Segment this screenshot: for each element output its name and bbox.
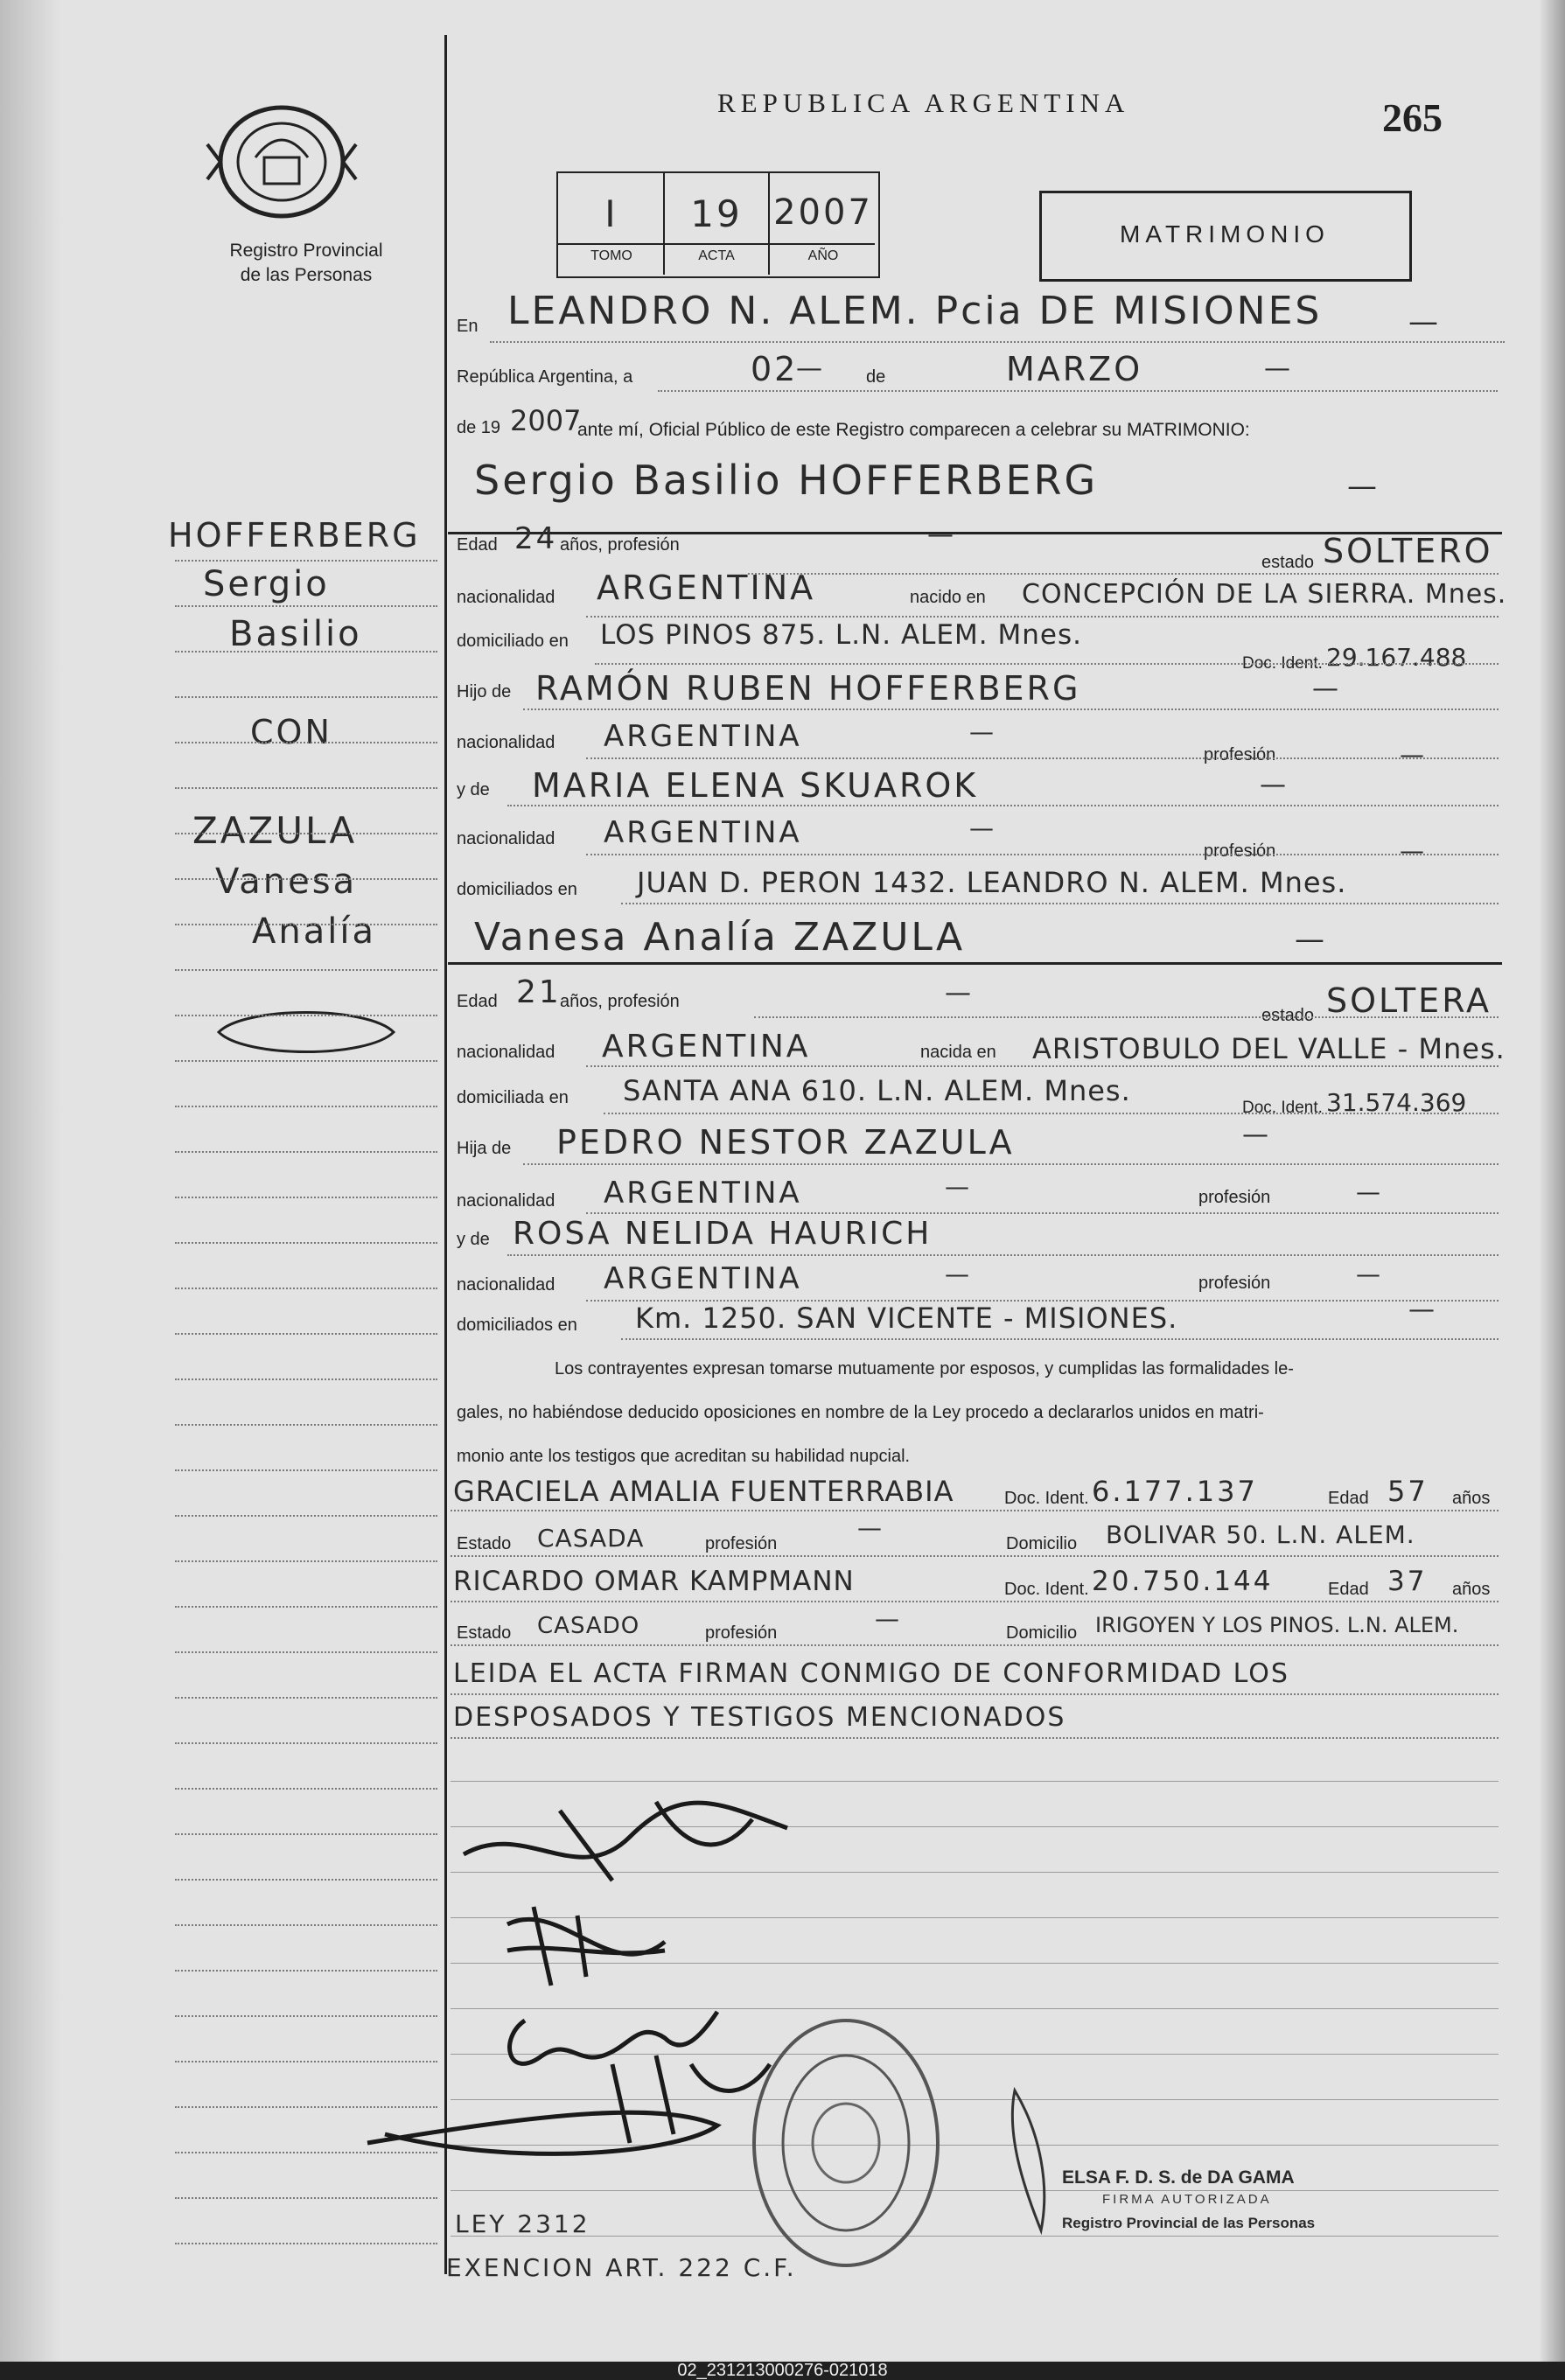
witness1-doc: 6.177.137 [1092, 1475, 1258, 1508]
groom-nationality: ARGENTINA [597, 569, 816, 607]
margin-rule [175, 1970, 437, 1972]
bride-mother-nationality: ARGENTINA [604, 1261, 802, 1296]
body-line2: gales, no habiéndose deducido oposiciones en nombre de la Ley procedo a declararlos unidos en matri- [457, 1403, 1264, 1422]
witness1-estado: CASADA [537, 1524, 645, 1553]
witness2-name: RICARDO OMAR KAMPMANN [453, 1566, 855, 1597]
intro-month-dash: — [1264, 353, 1293, 384]
stamp-role: FIRMA AUTORIZADA [1102, 2192, 1272, 2207]
groom-doc-label: Doc. Ident. [1242, 654, 1323, 673]
bride-doc-label: Doc. Ident. [1242, 1099, 1323, 1117]
stamp-name: ELSA F. D. S. de DA GAMA [1062, 2167, 1295, 2188]
groom-mother-dash: — [1260, 770, 1289, 800]
groom-mother-profesion-label: profesión [1204, 841, 1276, 861]
registry-name-line1: Registro Provincial [229, 241, 383, 261]
witness1-doc-label: Doc. Ident. [1004, 1489, 1089, 1508]
bride-estado-label: estado [1261, 1006, 1315, 1025]
witness2-profession: — [875, 1604, 902, 1633]
bride-hija-label: Hija de [457, 1139, 512, 1158]
intro-republica-label: República Argentina, a [457, 367, 633, 387]
margin-flourish [192, 1006, 420, 1058]
groom-mother-nat-dash: — [969, 813, 996, 842]
groom-address: LOS PINOS 875. L.N. ALEM. Mnes. [600, 619, 1082, 651]
groom-profession: — [927, 520, 956, 550]
bride-mother: ROSA NELIDA HAURICH [513, 1216, 933, 1252]
margin-rule [175, 1106, 437, 1107]
bride-nacionalidad-label: nacionalidad [457, 1043, 555, 1062]
witness2-edad-label: Edad [1328, 1580, 1369, 1599]
witness1-name: GRACIELA AMALIA FUENTERRABIA [453, 1475, 954, 1508]
groom-father-profesion-label: profesión [1204, 745, 1276, 764]
bride-parents-address: Km. 1250. SAN VICENTE - MISIONES. [635, 1302, 1178, 1335]
signature-rule [451, 2190, 1499, 2191]
bride-father-nat-dash: — [945, 1172, 972, 1201]
intro-place: LEANDRO N. ALEM. Pcia DE MISIONES [507, 289, 1323, 333]
margin-rule [175, 1333, 437, 1335]
margin-rule [175, 696, 437, 698]
margin-rule [175, 1697, 437, 1699]
witness2-doc-label: Doc. Ident. [1004, 1580, 1089, 1599]
intro-day: 02 [751, 350, 799, 388]
groom-doc: 29.167.488 [1326, 643, 1467, 672]
body-line1: Los contrayentes expresan tomarse mutuamente por esposos, y cumplidas las formalidades le- [555, 1359, 1294, 1378]
intro-day-dash: — [796, 353, 825, 384]
margin-rule [175, 560, 437, 562]
intro-year: 2007 [510, 404, 582, 437]
witness2-domicilio: IRIGOYEN Y LOS PINOS. L.N. ALEM. [1095, 1613, 1459, 1637]
closing-line1: LEIDA EL ACTA FIRMAN CONMIGO DE CONFORMIDAD LOS [453, 1658, 1289, 1689]
margin-rule [175, 1378, 437, 1380]
country-title: REPUBLICA ARGENTINA [717, 87, 1130, 118]
margin-rule [175, 1651, 437, 1653]
margin-rule [175, 2015, 437, 2017]
groom-father-profession: — [1400, 740, 1427, 769]
bride-father-profession: — [1356, 1177, 1383, 1206]
margin-rule [175, 969, 437, 971]
witness2-doc: 20.750.144 [1092, 1566, 1274, 1597]
intro-text: ante mí, Oficial Público de este Registro comparecen a celebrar su MATRIMONIO: [577, 420, 1250, 440]
bride-address: SANTA ANA 610. L.N. ALEM. Mnes. [623, 1074, 1131, 1107]
margin-connector: CON [250, 713, 332, 751]
bride-name-dash: — [1295, 922, 1327, 957]
bride-domiciliados-label: domiciliados en [457, 1316, 577, 1335]
margin-rule [175, 878, 437, 880]
margin-rule [175, 1015, 437, 1016]
bride-edad-label: Edad [457, 992, 498, 1011]
bride-father-dash: — [1242, 1120, 1271, 1150]
bride-profession: — [945, 978, 974, 1009]
stamp-office: Registro Provincial de las Personas [1062, 2215, 1316, 2231]
bride-father: PEDRO NESTOR ZAZULA [556, 1123, 1015, 1162]
witness2-estado: CASADO [537, 1613, 640, 1639]
groom-hijo-label: Hijo de [457, 682, 512, 701]
ano-value: 2007 [773, 192, 873, 233]
bride-yde-label: y de [457, 1230, 490, 1249]
provincial-emblem-icon [203, 96, 360, 227]
margin-rule [175, 1742, 437, 1744]
bride-mother-profession: — [1356, 1260, 1383, 1288]
margin-rule [175, 1788, 437, 1790]
margin-rule [175, 1242, 437, 1244]
registry-name-line2: de las Personas [240, 265, 373, 285]
margin-rule [175, 1879, 437, 1881]
body-line3: monio ante los testigos que acreditan su habilidad nupcial. [457, 1447, 911, 1466]
margin-rule [175, 605, 437, 607]
margin-bride-surname: ZAZULA [192, 809, 358, 852]
margin-rule [175, 1151, 437, 1153]
intro-year-prefix: de 19 [457, 418, 501, 437]
witness1-profesion-label: profesión [705, 1534, 778, 1553]
bride-age: 21 [516, 974, 562, 1010]
groom-name-dash: — [1347, 469, 1380, 504]
margin-bride-name2: Analía [252, 911, 376, 952]
groom-mother-nat-label: nacionalidad [457, 829, 555, 848]
closing-line2: DESPOSADOS Y TESTIGOS MENCIONADOS [453, 1702, 1066, 1733]
signature-2 [455, 1889, 717, 1994]
bride-father-profesion-label: profesión [1198, 1188, 1271, 1207]
margin-rule [175, 2197, 437, 2199]
margin-rule [175, 651, 437, 653]
groom-age: 24 [514, 521, 558, 556]
witness2-domicilio-label: Domicilio [1006, 1623, 1078, 1643]
bride-estado: SOLTERA [1326, 981, 1492, 1020]
groom-father: RAMÓN RUBEN HOFFERBERG [535, 669, 1081, 708]
margin-groom-surname: HOFFERBERG [168, 516, 421, 555]
groom-estado-label: estado [1261, 553, 1315, 572]
bride-mother-profesion-label: profesión [1198, 1274, 1271, 1293]
doc-type: MATRIMONIO [1120, 220, 1330, 248]
groom-parents-address: JUAN D. PERON 1432. LEANDRO N. ALEM. Mnes. [637, 866, 1347, 899]
tomo-label: TOMO [590, 248, 632, 263]
margin-rule [175, 742, 437, 743]
witness2-age: 37 [1387, 1566, 1428, 1597]
margin-rule [175, 1606, 437, 1608]
margin-rule [175, 1060, 437, 1062]
margin-rule [175, 924, 437, 925]
bride-profesion-label: años, profesión [560, 992, 680, 1011]
column-divider [444, 35, 447, 2274]
margin-rule [175, 787, 437, 789]
groom-yde-label: y de [457, 780, 490, 799]
signature-rule [451, 1781, 1499, 1782]
groom-mother-nationality: ARGENTINA [604, 815, 802, 850]
bride-father-nationality: ARGENTINA [604, 1176, 802, 1211]
groom-domiciliado-label: domiciliado en [457, 632, 569, 651]
margin-rule [175, 1833, 437, 1835]
bride-mother-nat-label: nacionalidad [457, 1275, 555, 1295]
margin-rule [175, 1560, 437, 1562]
page-number: 265 [1382, 95, 1443, 140]
groom-profesion-label: años, profesión [560, 535, 680, 555]
ano-label: AÑO [807, 248, 839, 263]
witness1-profession: — [857, 1513, 884, 1542]
margin-bride-name1: Vanesa [215, 862, 358, 902]
signature-rule [451, 2236, 1499, 2237]
witness1-estado-label: Estado [457, 1534, 512, 1553]
margin-rule [175, 833, 437, 834]
witness1-domicilio-label: Domicilio [1006, 1534, 1078, 1553]
intro-month: MARZO [1006, 350, 1143, 388]
groom-father-nat-dash: — [969, 717, 996, 746]
witness1-age: 57 [1387, 1475, 1429, 1508]
bride-nationality: ARGENTINA [602, 1029, 811, 1064]
groom-estado: SOLTERO [1323, 532, 1493, 570]
bride-mother-nat-dash: — [945, 1260, 972, 1288]
margin-rule [175, 1197, 437, 1198]
groom-father-dash: — [1312, 674, 1341, 704]
margin-groom-name1: Sergio [203, 564, 330, 604]
groom-nacido-label: nacido en [910, 588, 986, 607]
groom-father-nationality: ARGENTINA [604, 719, 802, 754]
margin-groom-name2: Basilio [229, 614, 362, 654]
bride-birthplace: ARISTOBULO DEL VALLE - Mnes. [1032, 1032, 1506, 1065]
groom-mother: MARIA ELENA SKUAROK [532, 766, 979, 805]
margin-rule [175, 2243, 437, 2244]
margin-rule [175, 1924, 437, 1926]
bride-parents-address-dash: — [1408, 1295, 1437, 1325]
acta-label: ACTA [698, 248, 735, 263]
witness1-edad-label: Edad [1328, 1489, 1369, 1508]
witness1-anos-label: años [1452, 1489, 1491, 1508]
groom-birthplace: CONCEPCIÓN DE LA SIERRA. Mnes. [1022, 579, 1507, 610]
witness2-estado-label: Estado [457, 1623, 512, 1643]
note-ley: LEY 2312 [455, 2209, 590, 2238]
note-exencion: EXENCION ART. 222 C.F. [446, 2253, 797, 2282]
witness2-anos-label: años [1452, 1580, 1491, 1599]
intro-de-label: de [866, 367, 886, 387]
bride-father-nat-label: nacionalidad [457, 1191, 555, 1211]
margin-rule [175, 1469, 437, 1471]
margin-rule [175, 1515, 437, 1517]
bride-doc: 31.574.369 [1326, 1088, 1467, 1117]
groom-nacionalidad-label: nacionalidad [457, 588, 555, 607]
intro-place-dash: — [1408, 304, 1441, 339]
footer-code: 02_231213000276-021018 [0, 2362, 1565, 2380]
groom-father-nat-label: nacionalidad [457, 733, 555, 752]
margin-rule [175, 1288, 437, 1289]
margin-rule [175, 1424, 437, 1426]
groom-full-name: Sergio Basilio HOFFERBERG [474, 457, 1099, 504]
signature-1 [455, 1784, 822, 1898]
tomo-value: I [604, 192, 618, 235]
witness1-domicilio: BOLIVAR 50. L.N. ALEM. [1106, 1520, 1415, 1549]
acta-value: 19 [690, 192, 743, 235]
groom-domiciliados-label: domiciliados en [457, 880, 577, 899]
groom-mother-profession: — [1400, 836, 1427, 865]
bride-full-name: Vanesa Analía ZAZULA [474, 915, 966, 960]
official-seal-icon [745, 2012, 947, 2274]
witness2-profesion-label: profesión [705, 1623, 778, 1643]
bride-nacida-label: nacida en [920, 1043, 996, 1062]
bride-domiciliada-label: domiciliada en [457, 1088, 569, 1107]
groom-edad-label: Edad [457, 535, 498, 555]
intro-en-label: En [457, 317, 479, 336]
